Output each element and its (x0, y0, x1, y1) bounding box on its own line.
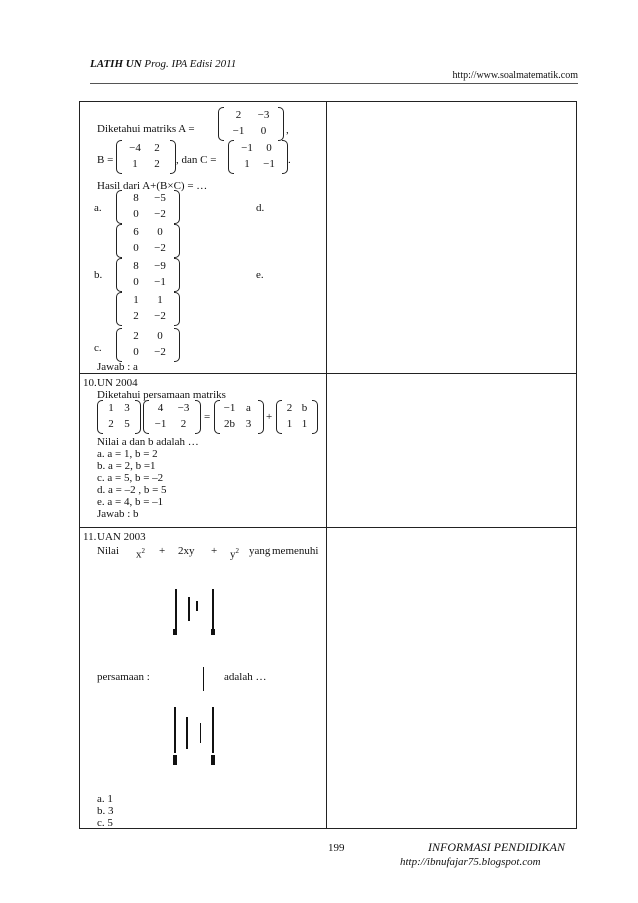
q11-number: 11. (83, 531, 97, 543)
page-number: 199 (328, 842, 345, 854)
option-b-matrix: 8 −9 0 −1 (116, 258, 180, 292)
q11-line1-nilai: Nilai (97, 545, 119, 557)
row-divider-10 (80, 373, 576, 374)
q10-option-d: d. a = –2 , b = 5 (97, 484, 167, 496)
matrix-b: −4 2 1 2 (116, 140, 176, 174)
q11-option-c: c. 5 (97, 817, 113, 829)
question-table (79, 101, 577, 829)
column-divider (326, 102, 327, 828)
q10-option-c: c. a = 5, b = –2 (97, 472, 164, 484)
q11-line1-memenuhi: memenuhi (272, 545, 319, 557)
q10-source: UN 2004 (97, 377, 138, 389)
q11-line1-y: $y^2$ (230, 547, 239, 561)
header-divider (90, 83, 578, 84)
header-url[interactable]: http://www.soalmatematik.com (452, 70, 578, 81)
q10-intro: Diketahui persamaan matriks (97, 389, 226, 401)
q10-answer: Jawab : b (97, 508, 139, 520)
q10-equals: = (204, 411, 211, 423)
q10-matrix-4: 2 b 1 1 (276, 400, 318, 434)
q9-question: Hasil dari A+(B×C) = … (97, 180, 208, 192)
header-title-rest: Prog. IPA Edisi 2011 (141, 58, 237, 70)
q11-option-b: b. 3 (97, 805, 114, 817)
q9-b-label: B = (97, 154, 114, 166)
q9-comma: , (286, 124, 289, 136)
q10-option-a: a. a = 1, b = 2 (97, 448, 158, 460)
option-d-matrix: 6 0 0 −2 (116, 224, 180, 258)
q11-source: UAN 2003 (97, 531, 146, 543)
q11-line1-plus2: + (211, 545, 218, 557)
q9-opt-e-label: e. (256, 269, 264, 281)
q9-intro: Diketahui matriks A = (97, 123, 195, 135)
q9-period: . (288, 154, 291, 166)
q11-line1-yang: yang (249, 545, 271, 557)
q10-question: Nilai a dan b adalah … (97, 436, 199, 448)
header-title-bold: LATIH UN (90, 58, 142, 70)
equation-graphic (170, 577, 230, 792)
q10-matrix-1: 1 3 2 5 (97, 400, 141, 434)
q11-line1-plus1: + (159, 545, 166, 557)
q11-eq-label: persamaan : (97, 671, 150, 683)
option-c-matrix: 2 0 0 −2 (116, 328, 180, 362)
q9-opt-d-label: d. (256, 202, 265, 214)
option-e-matrix: 1 1 2 −2 (116, 292, 180, 326)
option-a-matrix: 8 −5 0 −2 (116, 190, 180, 224)
q10-option-b: b. a = 2, b =1 (97, 460, 156, 472)
q9-opt-a-label: a. (94, 202, 102, 214)
q11-eq-end: adalah … (224, 671, 267, 683)
q10-option-e: e. a = 4, b = –1 (97, 496, 164, 508)
footer-info: INFORMASI PENDIDIKAN (428, 840, 565, 854)
q9-answer: Jawab : a (97, 361, 138, 373)
footer-url[interactable]: http://ibnufajar75.blogspot.com (400, 856, 541, 868)
header-title (90, 58, 236, 70)
q10-number: 10. (83, 377, 97, 389)
matrix-a: 2 −3 −1 0 (218, 107, 284, 141)
q9-c-label: , dan C = (176, 154, 217, 166)
q9-opt-b-label: b. (94, 269, 103, 281)
q11-line1-2xy: 2xy (178, 545, 195, 557)
q10-matrix-2: 4 −3 −1 2 (143, 400, 201, 434)
q10-matrix-3: −1 a 2b 3 (214, 400, 264, 434)
q10-plus: + (266, 411, 273, 423)
q9-opt-c-label: c. (94, 342, 102, 354)
row-divider-11 (80, 527, 576, 528)
q11-line1-x: $x^2$ (136, 547, 145, 561)
q11-option-a: a. 1 (97, 793, 113, 805)
matrix-c: −1 0 1 −1 (228, 140, 288, 174)
